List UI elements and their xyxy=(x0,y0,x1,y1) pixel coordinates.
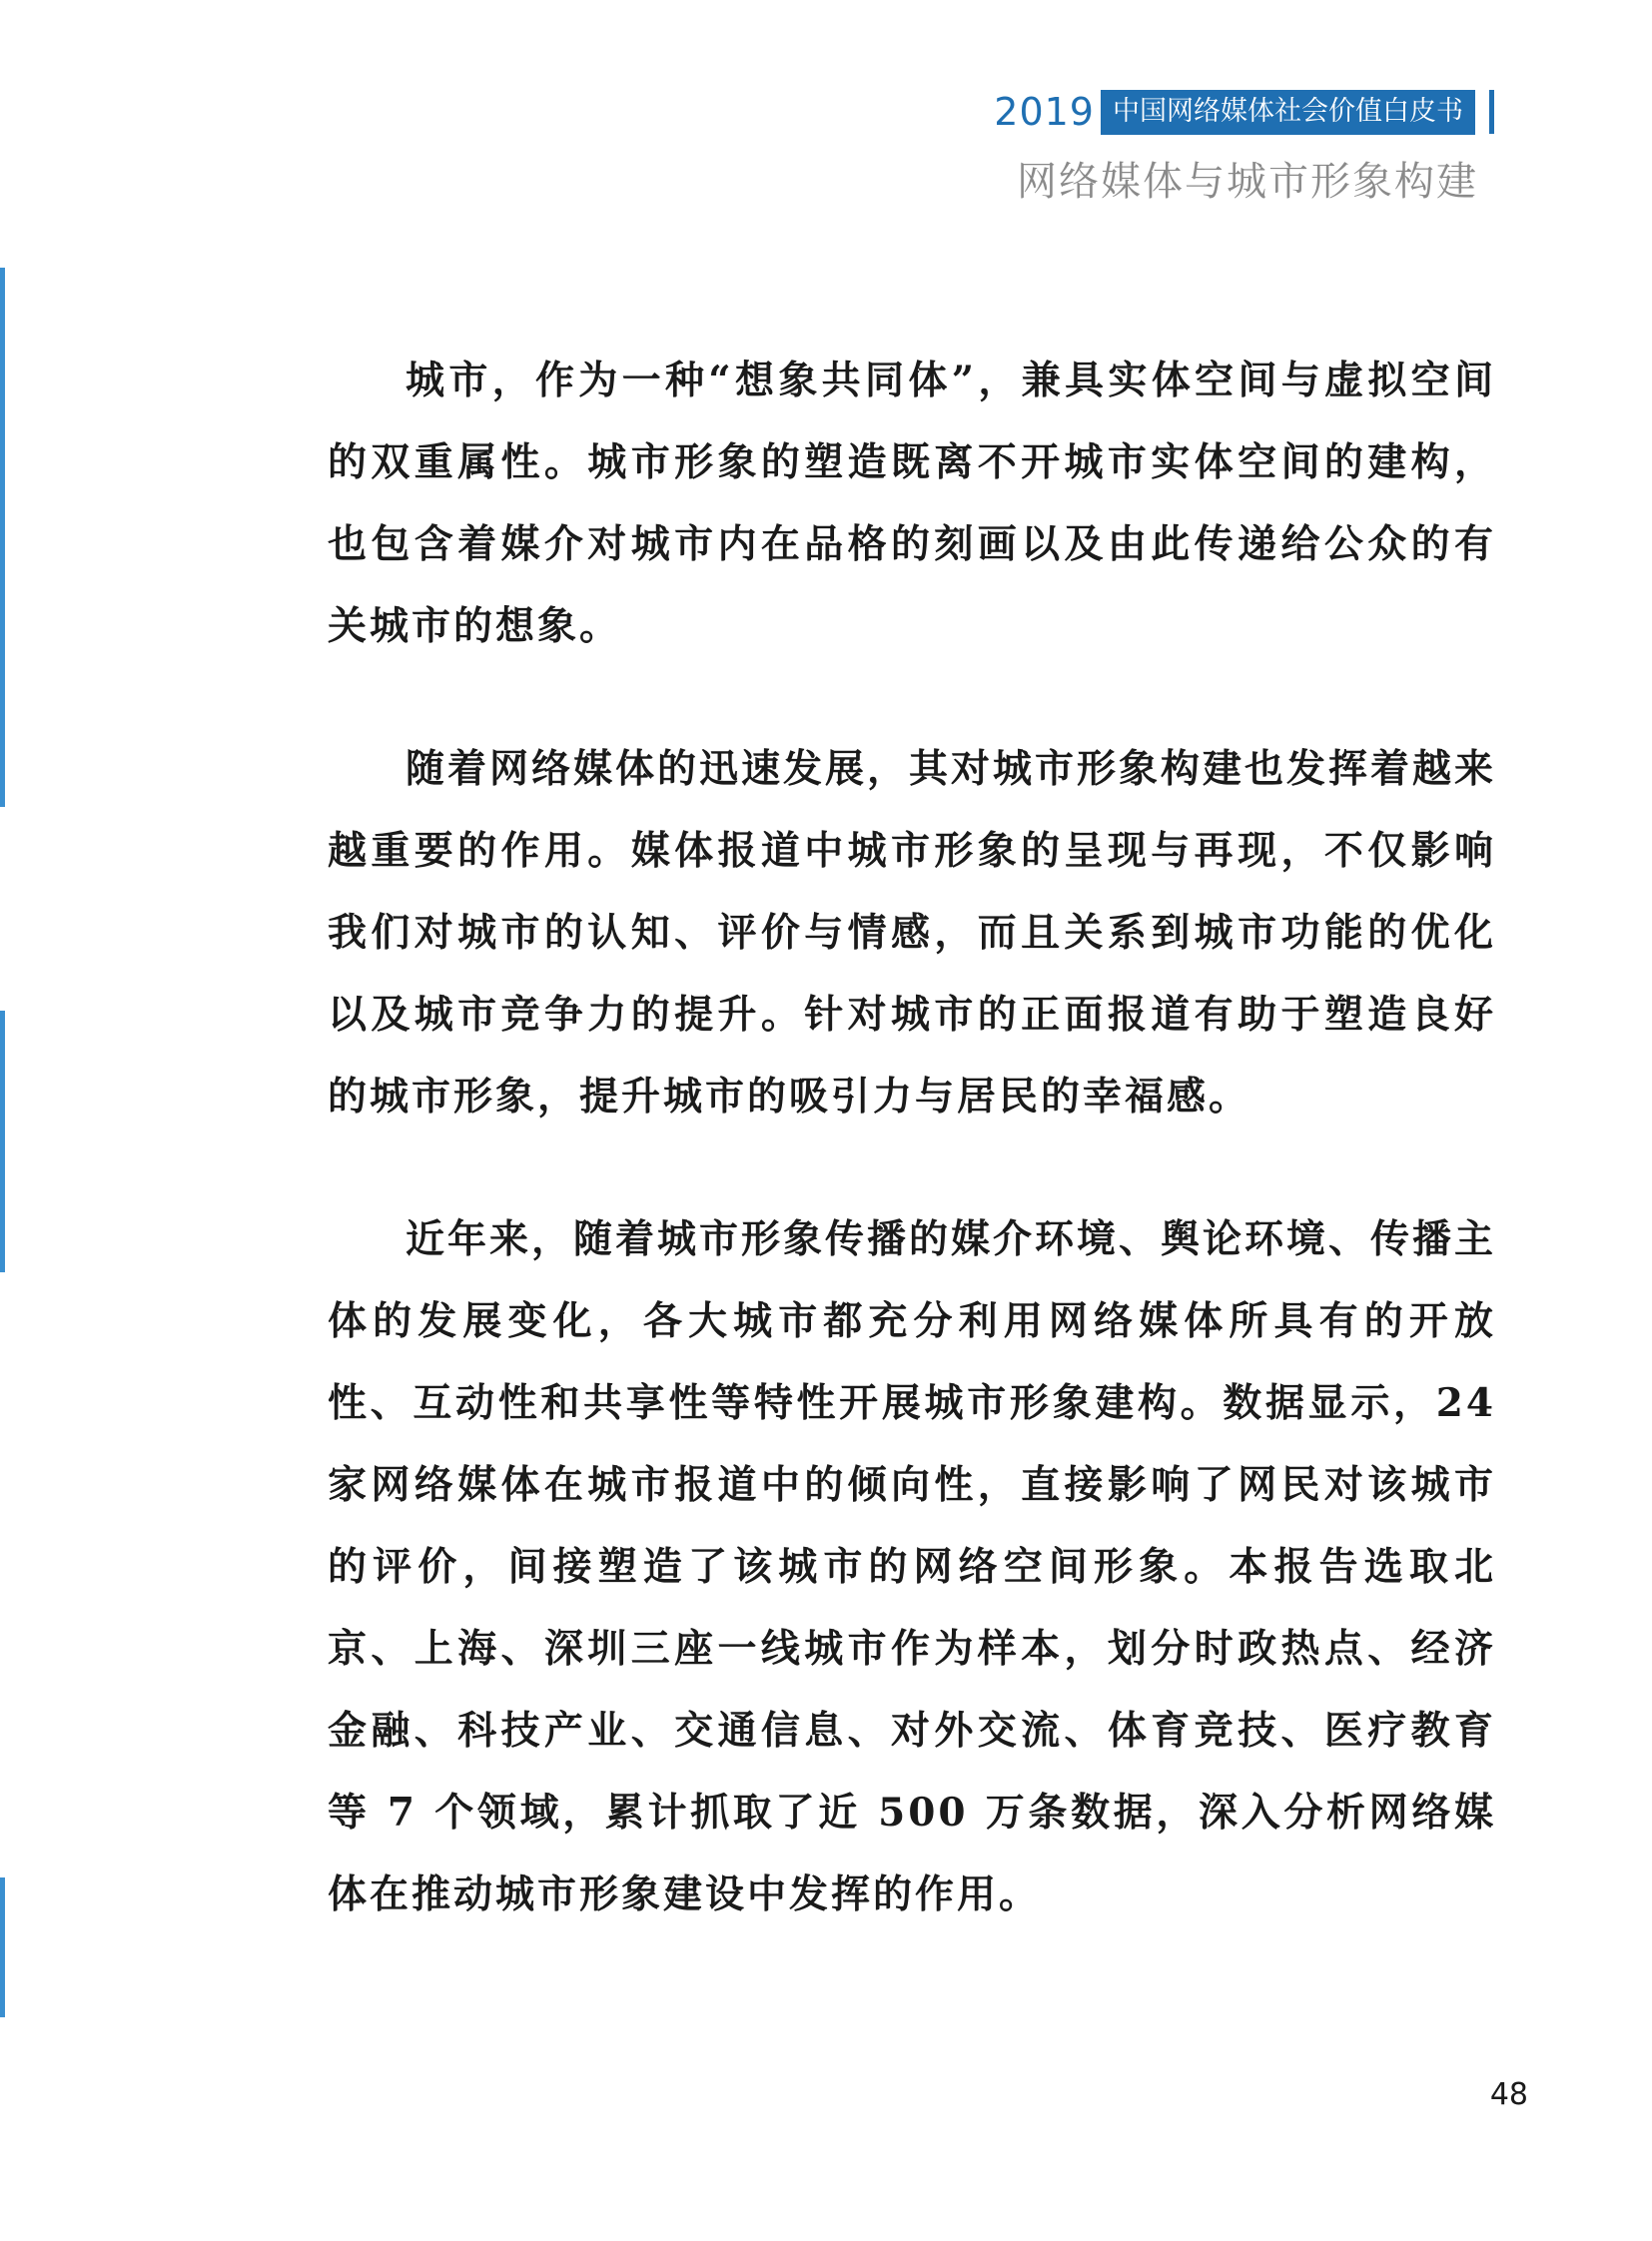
side-edge-bar-3 xyxy=(0,1877,5,2017)
page-number: 48 xyxy=(1489,2077,1528,2112)
paragraph-2: 随着网络媒体的迅速发展，其对城市形象构建也发挥着越来越重要的作用。媒体报道中城市形象的呈现与再现，不仅影响我们对城市的认知、评价与情感，而且关系到城市功能的优化以及城市竞争力的提升。针对城市的正面报道有助于塑造良好的城市形象，提升城市的吸引力与居民的幸福感。 xyxy=(328,746,1497,1120)
header-series-title: 中国网络媒体社会价值白皮书 xyxy=(1101,90,1475,135)
header-series-line xyxy=(994,88,1494,136)
paragraph-1: 城市，作为一种“想象共同体”，兼具实体空间与虚拟空间的双重属性。城市形象的塑造既离不开城市实体空间的建构，也包含着媒介对城市内在品格的刻画以及由此传递给公众的有关城市的想象。 xyxy=(328,358,1496,649)
page-header xyxy=(994,88,1494,207)
side-edge-bar-2 xyxy=(0,1011,5,1272)
side-edge-bar-1 xyxy=(0,268,5,807)
body-text xyxy=(328,340,1496,1996)
header-accent-bar xyxy=(1489,90,1494,134)
paragraph-3: 近年来，随着城市形象传播的媒介环境、舆论环境、传播主体的发展变化，各大城市都充分利用网络媒体所具有的开放性、互动性和共享性等特性开展城市形象建构。数据显示，24 家网络媒体在城市报道中的倾向性，直接影响了网民对该城市的评价，间接塑造了该城市的网络空间形象。本报告选取北京、上海、深圳三座一线城市作为样本，划分时政热点、经济金融、科技产业、交通信息、对外交流、体育竞技、医疗教育等 7 个领域，累计抓取了近 500 万条数据，深入分析网络媒体在推动城市形象建设中发挥的作用。 xyxy=(328,1216,1497,1917)
header-year: 2019 xyxy=(994,90,1095,134)
chapter-title: 网络媒体与城市形象构建 xyxy=(1017,159,1478,205)
